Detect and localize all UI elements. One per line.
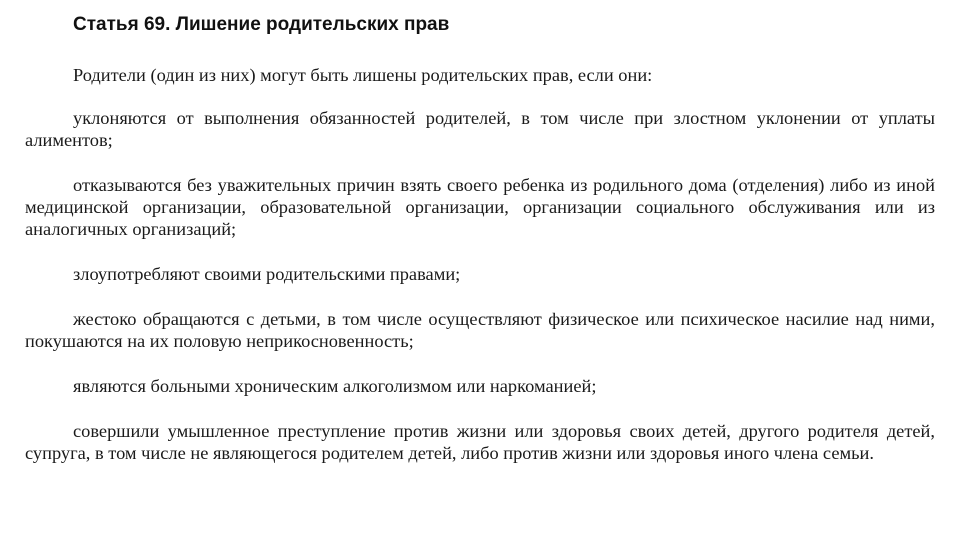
- article-item-2: отказываются без уважительных причин взять своего ребенка из родильного дома (отделения) либо из иной медицинской организации, образовательной организации, организации социального обслуживания или из аналогичных организаций;: [25, 175, 935, 239]
- article-intro: Родители (один из них) могут быть лишены родительских прав, если они:: [73, 65, 653, 85]
- document-body: [25, 12, 935, 464]
- article-item-5: являются больными хроническим алкоголизмом или наркоманией;: [73, 376, 597, 396]
- article-item-1: уклоняются от выполнения обязанностей родителей, в том числе при злостном уклонении от уплаты алиментов;: [25, 108, 935, 150]
- article-title: Статья 69. Лишение родительских прав: [73, 14, 450, 35]
- article-item-3: злоупотребляют своими родительскими правами;: [73, 264, 461, 284]
- article-item-4: жестоко обращаются с детьми, в том числе осуществляют физическое или психическое насилие над ними, покушаются на их половую неприкосновенность;: [25, 309, 935, 351]
- article-item-6: совершили умышленное преступление против жизни или здоровья своих детей, другого родителя детей, супруга, в том числе не являющегося родителем детей, либо против жизни или здоровья иного члена семьи.: [25, 421, 935, 463]
